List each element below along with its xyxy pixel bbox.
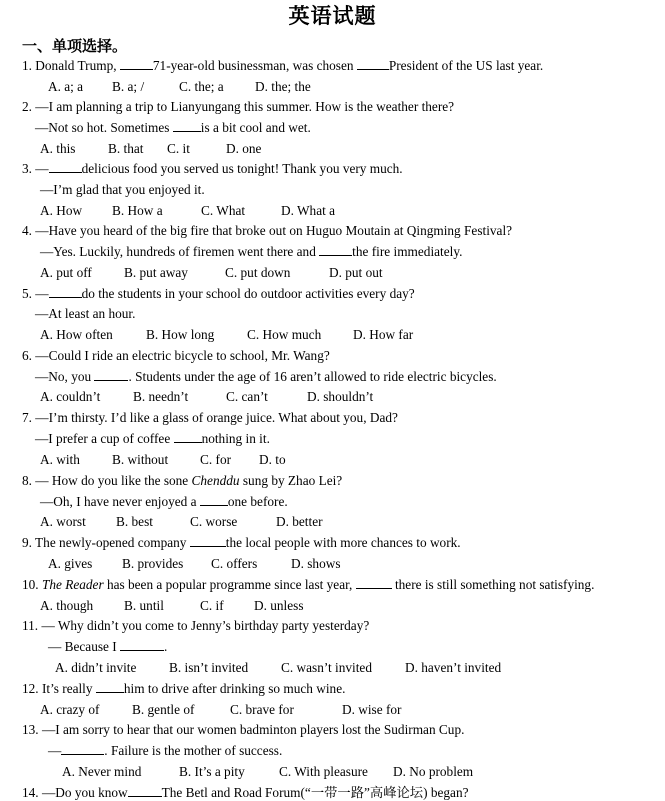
answer-blank[interactable] <box>190 535 226 547</box>
answer-blank[interactable] <box>356 577 392 589</box>
option-c[interactable]: C. can’t <box>226 389 268 404</box>
q13-text: . Failure is the mother of success. <box>104 743 283 758</box>
q13-answer-line <box>48 743 282 759</box>
option-a[interactable]: A. a; a <box>48 79 84 94</box>
q1-text-post: President of the US last year. <box>388 58 544 73</box>
question-5 <box>22 286 415 302</box>
q4-answer-line <box>40 244 462 260</box>
option-c[interactable]: C. it <box>167 141 190 156</box>
option-c[interactable]: C. put down <box>225 265 291 280</box>
option-a[interactable]: A. crazy of <box>40 702 100 717</box>
q6-options <box>40 389 373 405</box>
q9-text: the local people with more chances to work. <box>225 535 461 550</box>
q4-text-post: the fire immediately. <box>352 244 463 259</box>
q14-text: The Betl and Road Forum(“一带一路”高峰论坛) began? <box>161 785 469 800</box>
option-a[interactable]: A. worst <box>40 514 86 529</box>
option-c[interactable]: C. With pleasure <box>279 764 368 779</box>
option-c[interactable]: C. offers <box>211 556 258 571</box>
section-title: 一、单项选择。 <box>22 37 128 55</box>
q12-text: him to drive after drinking so much wine. <box>123 681 346 696</box>
option-a[interactable]: A. this <box>40 141 76 156</box>
q8-options <box>40 514 323 530</box>
q6-text: —No, you <box>35 369 95 384</box>
option-a[interactable]: A. with <box>40 452 80 467</box>
q7-options <box>40 452 286 468</box>
option-d[interactable]: D. shouldn’t <box>307 389 374 404</box>
answer-blank[interactable] <box>96 681 124 693</box>
q3-text: delicious food you served us tonight! Thank you very much. <box>81 161 403 176</box>
q11-answer-line <box>48 639 167 655</box>
q3-options <box>40 203 335 219</box>
answer-blank[interactable] <box>357 58 389 70</box>
q3-reply: —I’m glad that you enjoyed it. <box>40 182 205 197</box>
option-c[interactable]: C. worse <box>190 514 238 529</box>
answer-blank[interactable] <box>200 494 228 506</box>
answer-blank[interactable] <box>49 286 82 298</box>
q4-options <box>40 265 383 281</box>
q8-text-post: sung by Zhao Lei? <box>239 473 343 488</box>
option-a[interactable]: A. put off <box>40 265 92 280</box>
q2-text: —Not so hot. Sometimes <box>35 120 173 135</box>
question-8 <box>22 473 342 489</box>
q10-options <box>40 598 304 614</box>
answer-blank[interactable] <box>94 369 128 381</box>
answer-blank[interactable] <box>120 58 153 70</box>
q1-text-mid: 71-year-old businessman, was chosen <box>152 58 357 73</box>
option-a[interactable]: A. though <box>40 598 94 613</box>
q5-text: do the students in your school do outdoor activities every day? <box>81 286 415 301</box>
answer-blank[interactable] <box>120 639 164 651</box>
q1-text-pre: 1. Donald Trump, <box>22 58 120 73</box>
option-d[interactable]: D. What a <box>281 203 336 218</box>
q7-text-post: nothing in it. <box>201 431 270 446</box>
q10-text-post: there is still something not satisfying. <box>391 577 595 592</box>
question-10 <box>22 577 594 593</box>
option-d[interactable]: D. to <box>259 452 286 467</box>
q5-options <box>40 327 413 343</box>
q8-text: —Oh, I have never enjoyed a <box>40 494 200 509</box>
option-b[interactable]: B. gentle of <box>132 702 195 717</box>
q11-text-post: . <box>164 639 168 654</box>
question-1 <box>22 58 543 74</box>
option-b[interactable]: B. put away <box>124 265 188 280</box>
answer-blank[interactable] <box>174 431 202 443</box>
question-9 <box>22 535 461 551</box>
option-d[interactable]: D. one <box>226 141 262 156</box>
option-b[interactable]: B. It’s a pity <box>179 764 245 779</box>
option-a[interactable]: A. didn’t invite <box>55 660 137 675</box>
option-c[interactable]: C. the; a <box>179 79 224 94</box>
answer-blank[interactable] <box>61 743 104 755</box>
option-b[interactable]: B. provides <box>122 556 184 571</box>
option-a[interactable]: A. How <box>40 203 83 218</box>
option-a[interactable]: A. Never mind <box>62 764 142 779</box>
q1-options <box>48 79 311 95</box>
q12-text-pre: 12. It’s really <box>22 681 96 696</box>
option-b[interactable]: B. How a <box>112 203 163 218</box>
programme-title: The Reader <box>41 577 104 592</box>
question-3 <box>22 161 403 177</box>
option-d[interactable]: D. better <box>276 514 323 529</box>
option-c[interactable]: C. brave for <box>230 702 294 717</box>
q8-text-pre: 8. — How do you like the sone <box>22 473 192 488</box>
option-d[interactable]: D. unless <box>254 598 304 613</box>
option-d[interactable]: D. No problem <box>393 764 474 779</box>
q6-answer-line <box>35 369 497 385</box>
option-b[interactable]: B. until <box>124 598 164 613</box>
q9-text-pre: 9. The newly-opened company <box>22 535 190 550</box>
question-7: 7. —I’m thirsty. I’d like a glass of orange juice. What about you, Dad? <box>22 410 398 425</box>
option-c[interactable]: C. How much <box>247 327 322 342</box>
answer-blank[interactable] <box>319 244 352 256</box>
question-11: 11. — Why didn’t you come to Jenny’s birthday party yesterday? <box>22 618 370 633</box>
q11-options <box>55 660 501 676</box>
q8-answer-line <box>40 494 288 510</box>
option-d[interactable]: D. haven’t invited <box>405 660 502 675</box>
option-b[interactable]: B. without <box>112 452 169 467</box>
q2-options <box>40 141 261 157</box>
option-b[interactable]: B. needn’t <box>133 389 189 404</box>
option-d[interactable]: D. wise for <box>342 702 402 717</box>
q6-text-post: . Students under the age of 16 aren’t allowed to ride electric bicycles. <box>128 369 497 384</box>
q5-text-pre: 5. — <box>22 286 49 301</box>
option-d[interactable]: D. How far <box>353 327 414 342</box>
q14-text-pre: 14. —Do you know <box>22 785 128 800</box>
option-d[interactable]: D. put out <box>329 265 383 280</box>
q9-options <box>48 556 341 572</box>
question-4: 4. —Have you heard of the big fire that broke out on Huguo Moutain at Qingming Festival? <box>22 223 513 238</box>
option-b[interactable]: B. best <box>116 514 153 529</box>
option-d[interactable]: D. the; the <box>255 79 311 94</box>
option-b[interactable]: B. that <box>108 141 144 156</box>
question-12 <box>22 681 345 697</box>
answer-blank[interactable] <box>49 161 82 173</box>
option-a[interactable]: A. How often <box>40 327 113 342</box>
option-c[interactable]: C. for <box>200 452 232 467</box>
q5-reply: —At least an hour. <box>35 306 136 321</box>
q13-text-pre: — <box>48 743 62 758</box>
song-title: Chenddu <box>191 473 240 488</box>
q10-text: has been a popular programme since last year, <box>103 577 356 592</box>
answer-blank[interactable] <box>173 120 201 132</box>
option-c[interactable]: C. wasn’t invited <box>281 660 372 675</box>
option-a[interactable]: A. couldn’t <box>40 389 101 404</box>
answer-blank[interactable] <box>128 785 162 797</box>
question-14 <box>22 785 469 801</box>
q7-answer-line <box>35 431 270 447</box>
q2-answer-line <box>35 120 311 136</box>
q4-text: —Yes. Luckily, hundreds of firemen went there and <box>40 244 320 259</box>
q8-text-post2: one before. <box>227 494 288 509</box>
question-13: 13. —I am sorry to hear that our women badminton players lost the Sudirman Cup. <box>22 722 465 737</box>
option-b[interactable]: B. isn’t invited <box>169 660 249 675</box>
q2-text-post: is a bit cool and wet. <box>200 120 311 135</box>
q13-options <box>62 764 473 780</box>
option-a[interactable]: A. gives <box>48 556 93 571</box>
question-6: 6. —Could I ride an electric bicycle to school, Mr. Wang? <box>22 348 330 363</box>
q10-number: 10. <box>22 577 42 592</box>
question-2: 2. —I am planning a trip to Lianyungang this summer. How is the weather there? <box>22 99 455 114</box>
q12-options <box>40 702 401 718</box>
option-b[interactable]: B. How long <box>146 327 215 342</box>
q3-text-pre: 3. — <box>22 161 49 176</box>
option-c[interactable]: C. What <box>201 203 246 218</box>
q7-text: —I prefer a cup of coffee <box>35 431 174 446</box>
option-d[interactable]: D. shows <box>291 556 341 571</box>
option-b[interactable]: B. a; / <box>112 79 145 94</box>
option-c[interactable]: C. if <box>200 598 224 613</box>
page-title: 英语试题 <box>288 3 377 28</box>
q11-text: — Because I <box>48 639 120 654</box>
